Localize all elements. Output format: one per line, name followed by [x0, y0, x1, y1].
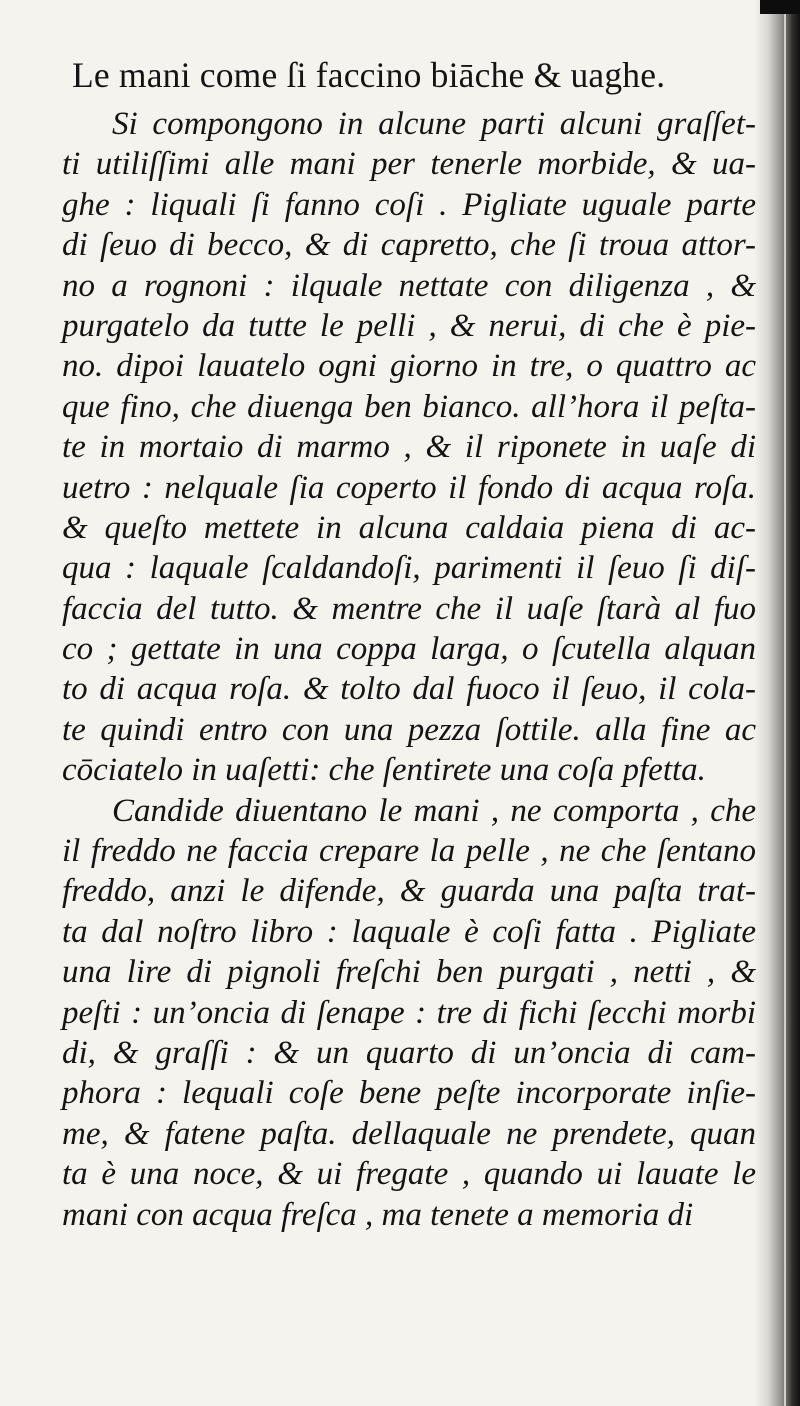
- text-line: il freddo ne faccia crepare la pelle , ne che ſentano: [62, 833, 756, 870]
- text-line: que fino, che diuenga ben bianco. all’hora il peſta-: [62, 388, 756, 425]
- text-line: te in mortaio di marmo , & il riponete in uaſe di: [62, 429, 756, 466]
- corner-shadow: [760, 0, 800, 14]
- text-line: ti utiliſſimi alle mani per tenerle morbide, & ua-: [62, 146, 756, 183]
- text-line: purgatelo da tutte le pelli , & nerui, di che è pie-: [62, 307, 756, 344]
- text-line: qua : laquale ſcaldandoſi, parimenti il ſeuo ſi diſ-: [62, 550, 756, 587]
- text-line: ta dal noſtro libro : laquale è coſi fatta . Pigliate: [62, 913, 756, 950]
- page-text-block: [62, 48, 756, 1235]
- text-line: cōciatelo in uaſetti: che ſentirete una coſa pfetta.: [62, 752, 706, 789]
- text-line: freddo, anzi le difende, & guarda una paſta trat-: [62, 873, 756, 910]
- body-text: [62, 104, 756, 1235]
- text-line: to di acqua roſa. & tolto dal fuoco il ſeuo, il cola-: [62, 671, 756, 708]
- page-binding-edge: [754, 0, 800, 1406]
- text-line: di ſeuo di becco, & di capretto, che ſi troua attor-: [62, 227, 756, 264]
- text-line: Candide diuentano le mani , ne comporta , che: [112, 792, 756, 829]
- text-line: te quindi entro con una pezza ſottile. alla fine ac: [62, 711, 756, 748]
- text-line: Si compongono in alcune parti alcuni graſſet-: [112, 106, 756, 142]
- text-line: uetro : nelquale ſia coperto il fondo di acqua roſa.: [62, 469, 756, 506]
- text-line: una lire di pignoli freſchi ben purgati , netti , &: [62, 954, 756, 991]
- text-line: phora : lequali coſe bene peſte incorporate inſie-: [62, 1075, 756, 1112]
- text-line: no a rognoni : ilquale nettate con diligenza , &: [62, 267, 756, 304]
- text-line: ta è una noce, & ui fregate , quando ui lauate le: [62, 1156, 756, 1193]
- binding-strip: [784, 0, 786, 1406]
- text-line: mani con acqua freſca , ma tenete a memoria di: [62, 1196, 694, 1233]
- text-line: & queſto mettete in alcuna caldaia piena di ac-: [62, 509, 756, 546]
- text-line: ghe : liquali ſi fanno coſi . Pigliate uguale parte: [62, 186, 756, 223]
- text-line: faccia del tutto. & mentre che il uaſe ſtarà al fuo: [62, 590, 756, 627]
- text-line: co ; gettate in una coppa larga, o ſcutella alquan: [62, 631, 756, 668]
- text-line: me, & fatene paſta. dellaquale ne prendete, quan: [62, 1115, 756, 1152]
- page-heading: Le mani come ſi faccino biāche & uaghe.: [72, 55, 666, 95]
- text-line: di, & graſſi : & un quarto di un’oncia di cam-: [62, 1034, 756, 1071]
- text-line: no. dipoi lauatelo ogni giorno in tre, o quattro ac: [62, 348, 756, 385]
- text-line: peſti : un’oncia di ſenape : tre di fichi ſecchi morbi: [62, 994, 756, 1031]
